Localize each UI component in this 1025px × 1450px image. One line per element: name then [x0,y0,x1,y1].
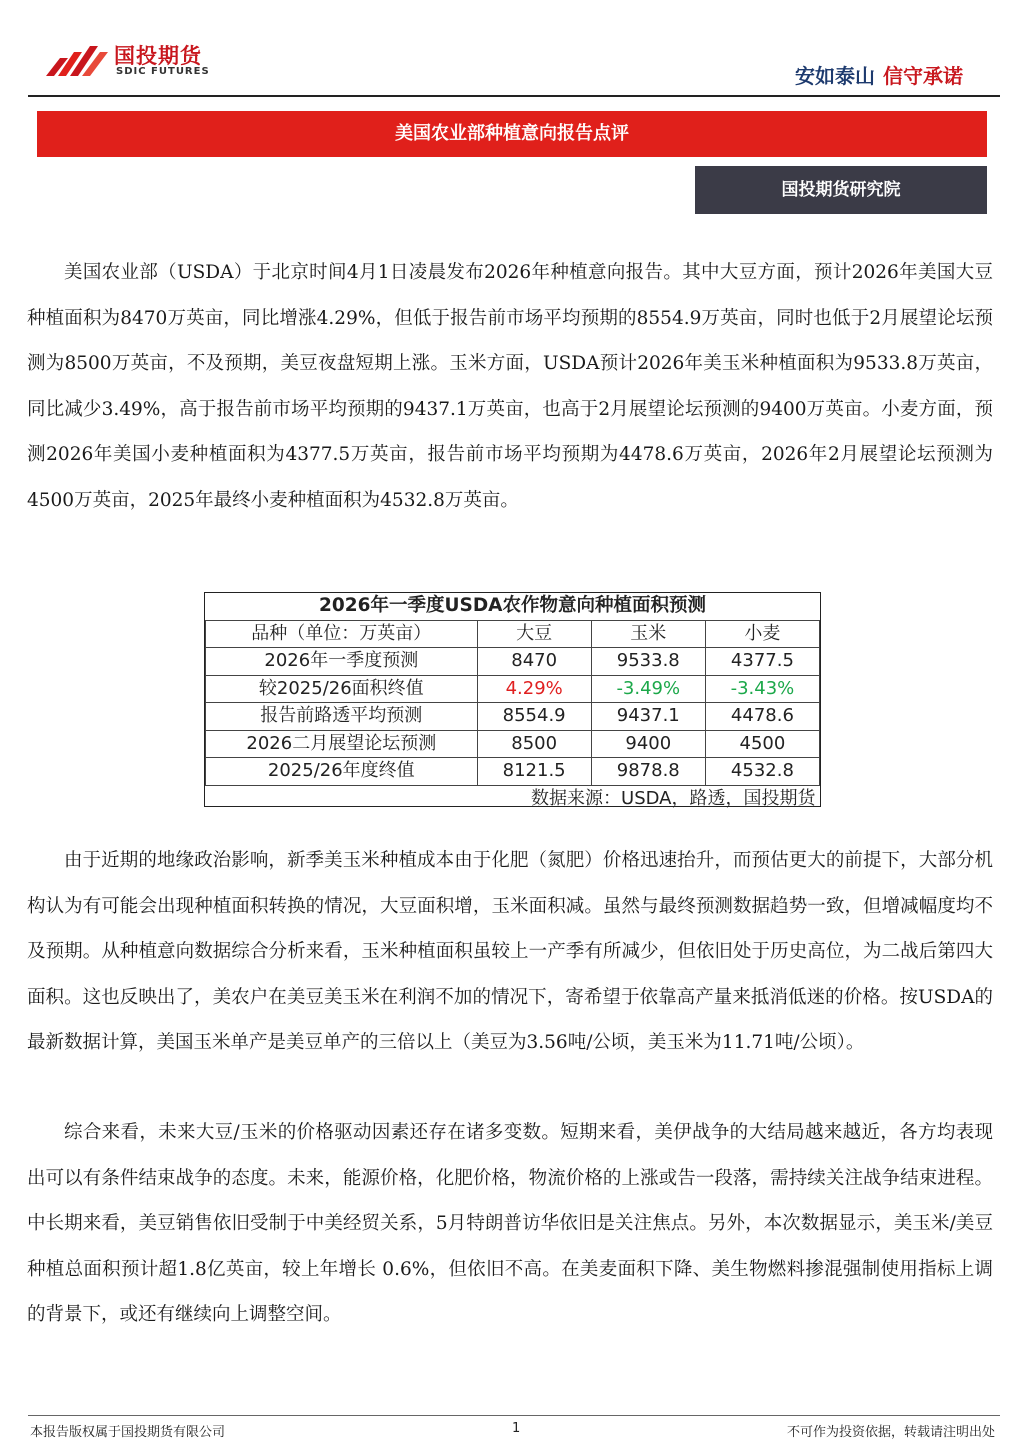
table-cell: 4377.5 [705,648,819,676]
table-header-cell: 小麦 [705,620,819,648]
table-cell: 9437.1 [591,703,705,731]
footer-disclaimer: 不可作为投资依据，转载请注明出处 [786,1425,995,1440]
slogan [795,60,963,89]
institute-label: 国投期货研究院 [695,166,987,214]
table-header-cell: 大豆 [477,620,591,648]
paragraph-2: 由于近期的地缘政治影响，新季美玉米种植成本由于化肥（氮肥）价格迅速抬升，而预估更大的前提下，大部分机构认为有可能会出现种植面积转换的情况，大豆面积增，玉米面积减。虽然与最终预测数据趋势一致，但增减幅度均不及预期。从种植意向数据综合分析来看，玉米种植面积虽较上一产季有所减少，但依旧处于历史高位，为二战后第四大面积。这也反映出了，美农户在美豆美玉米在利润不加的情况下，寄希望于依靠高产量来抵消低迷的价格。按USDA的最新数据计算，美国玉米单产是美豆单产的三倍以上（美豆为3.56吨/公顷，美玉米为11.71吨/公顷）。 [27,850,993,1053]
page-number: 1 [512,1421,521,1436]
logo-name-cn: 国投期货 [114,44,202,68]
report-title: 美国农业部种植意向报告点评 [37,111,987,157]
slogan-part-1: 安如泰山 [795,64,875,88]
table-cell-change: 4.29% [477,675,591,703]
logo-mark-icon [40,44,112,76]
table-cell: 9878.8 [591,758,705,786]
header-divider [28,95,1000,97]
slogan-part-2: 信守承诺 [883,64,963,88]
table-row [206,730,820,758]
acreage-table-grid [205,593,820,812]
footer-divider [28,1415,1000,1416]
paragraph-1: 美国农业部（USDA）于北京时间4月1日凌晨发布2026年种植意向报告。其中大豆方面，预计2026年美国大豆种植面积为8470万英亩，同比增涨4.29%，但低于报告前市场平均预期的8554.9万英亩，同时也低于2月展望论坛预测为8500万英亩，不及预期，美豆夜盘短期上涨。玉米方面，USDA预计2026年美玉米种植面积为9533.8万英亩，同比减少3.49%，高于报告前市场平均预期的9437.1万英亩，也高于2月展望论坛预测的9400万英亩。小麦方面，预测2026年美国小麦种植面积为4377.5万英亩，报告前市场平均预期为4478.6万英亩，2026年2月展望论坛预测为4500万英亩，2025年最终小麦种植面积为4532.8万英亩。 [27,262,993,511]
table-cell: 较2025/26面积终值 [206,675,478,703]
table-cell: 4478.6 [705,703,819,731]
table-row [206,648,820,676]
logo-name-en: SDIC FUTURES [116,66,210,77]
table-cell: 8121.5 [477,758,591,786]
table-cell: 2025/26年度终值 [206,758,478,786]
table-row [206,758,820,786]
footer-copyright: 本报告版权属于国投期货有限公司 [30,1425,226,1440]
table-cell: 2026年一季度预测 [206,648,478,676]
table-row [206,675,820,703]
table-source: 数据来源：USDA，路透，国投期货 [531,787,816,809]
table-cell: 8554.9 [477,703,591,731]
table-cell-change: -3.43% [705,675,819,703]
table-header-row [206,620,820,648]
table-cell-change: -3.49% [591,675,705,703]
table-cell: 8470 [477,648,591,676]
paragraph-3: 综合来看，未来大豆/玉米的价格驱动因素还存在诸多变数。短期来看，美伊战争的大结局越来越近，各方均表现出可以有条件结束战争的态度。未来，能源价格，化肥价格，物流价格的上涨或告一段落，需持续关注战争结束进程。中长期来看，美豆销售依旧受制于中美经贸关系，5月特朗普访华依旧是关注焦点。另外，本次数据显示，美玉米/美豆种植总面积预计超1.8亿英亩，较上年增长 0.6%，但依旧不高。在美麦面积下降、美生物燃料掺混强制使用指标上调的背景下，或还有继续向上调整空间。 [27,1122,993,1325]
company-logo [40,38,240,82]
table-cell: 8500 [477,730,591,758]
table-cell: 4500 [705,730,819,758]
table-cell: 2026二月展望论坛预测 [206,730,478,758]
table-row [206,703,820,731]
table-cell: 9400 [591,730,705,758]
table-cell: 4532.8 [705,758,819,786]
acreage-table [204,592,821,807]
table-cell: 9533.8 [591,648,705,676]
table-caption: 2026年一季度USDA农作物意向种植面积预测 [206,593,820,620]
table-header-cell: 玉米 [591,620,705,648]
table-cell: 报告前路透平均预测 [206,703,478,731]
table-header-cell: 品种（单位：万英亩） [206,620,478,648]
